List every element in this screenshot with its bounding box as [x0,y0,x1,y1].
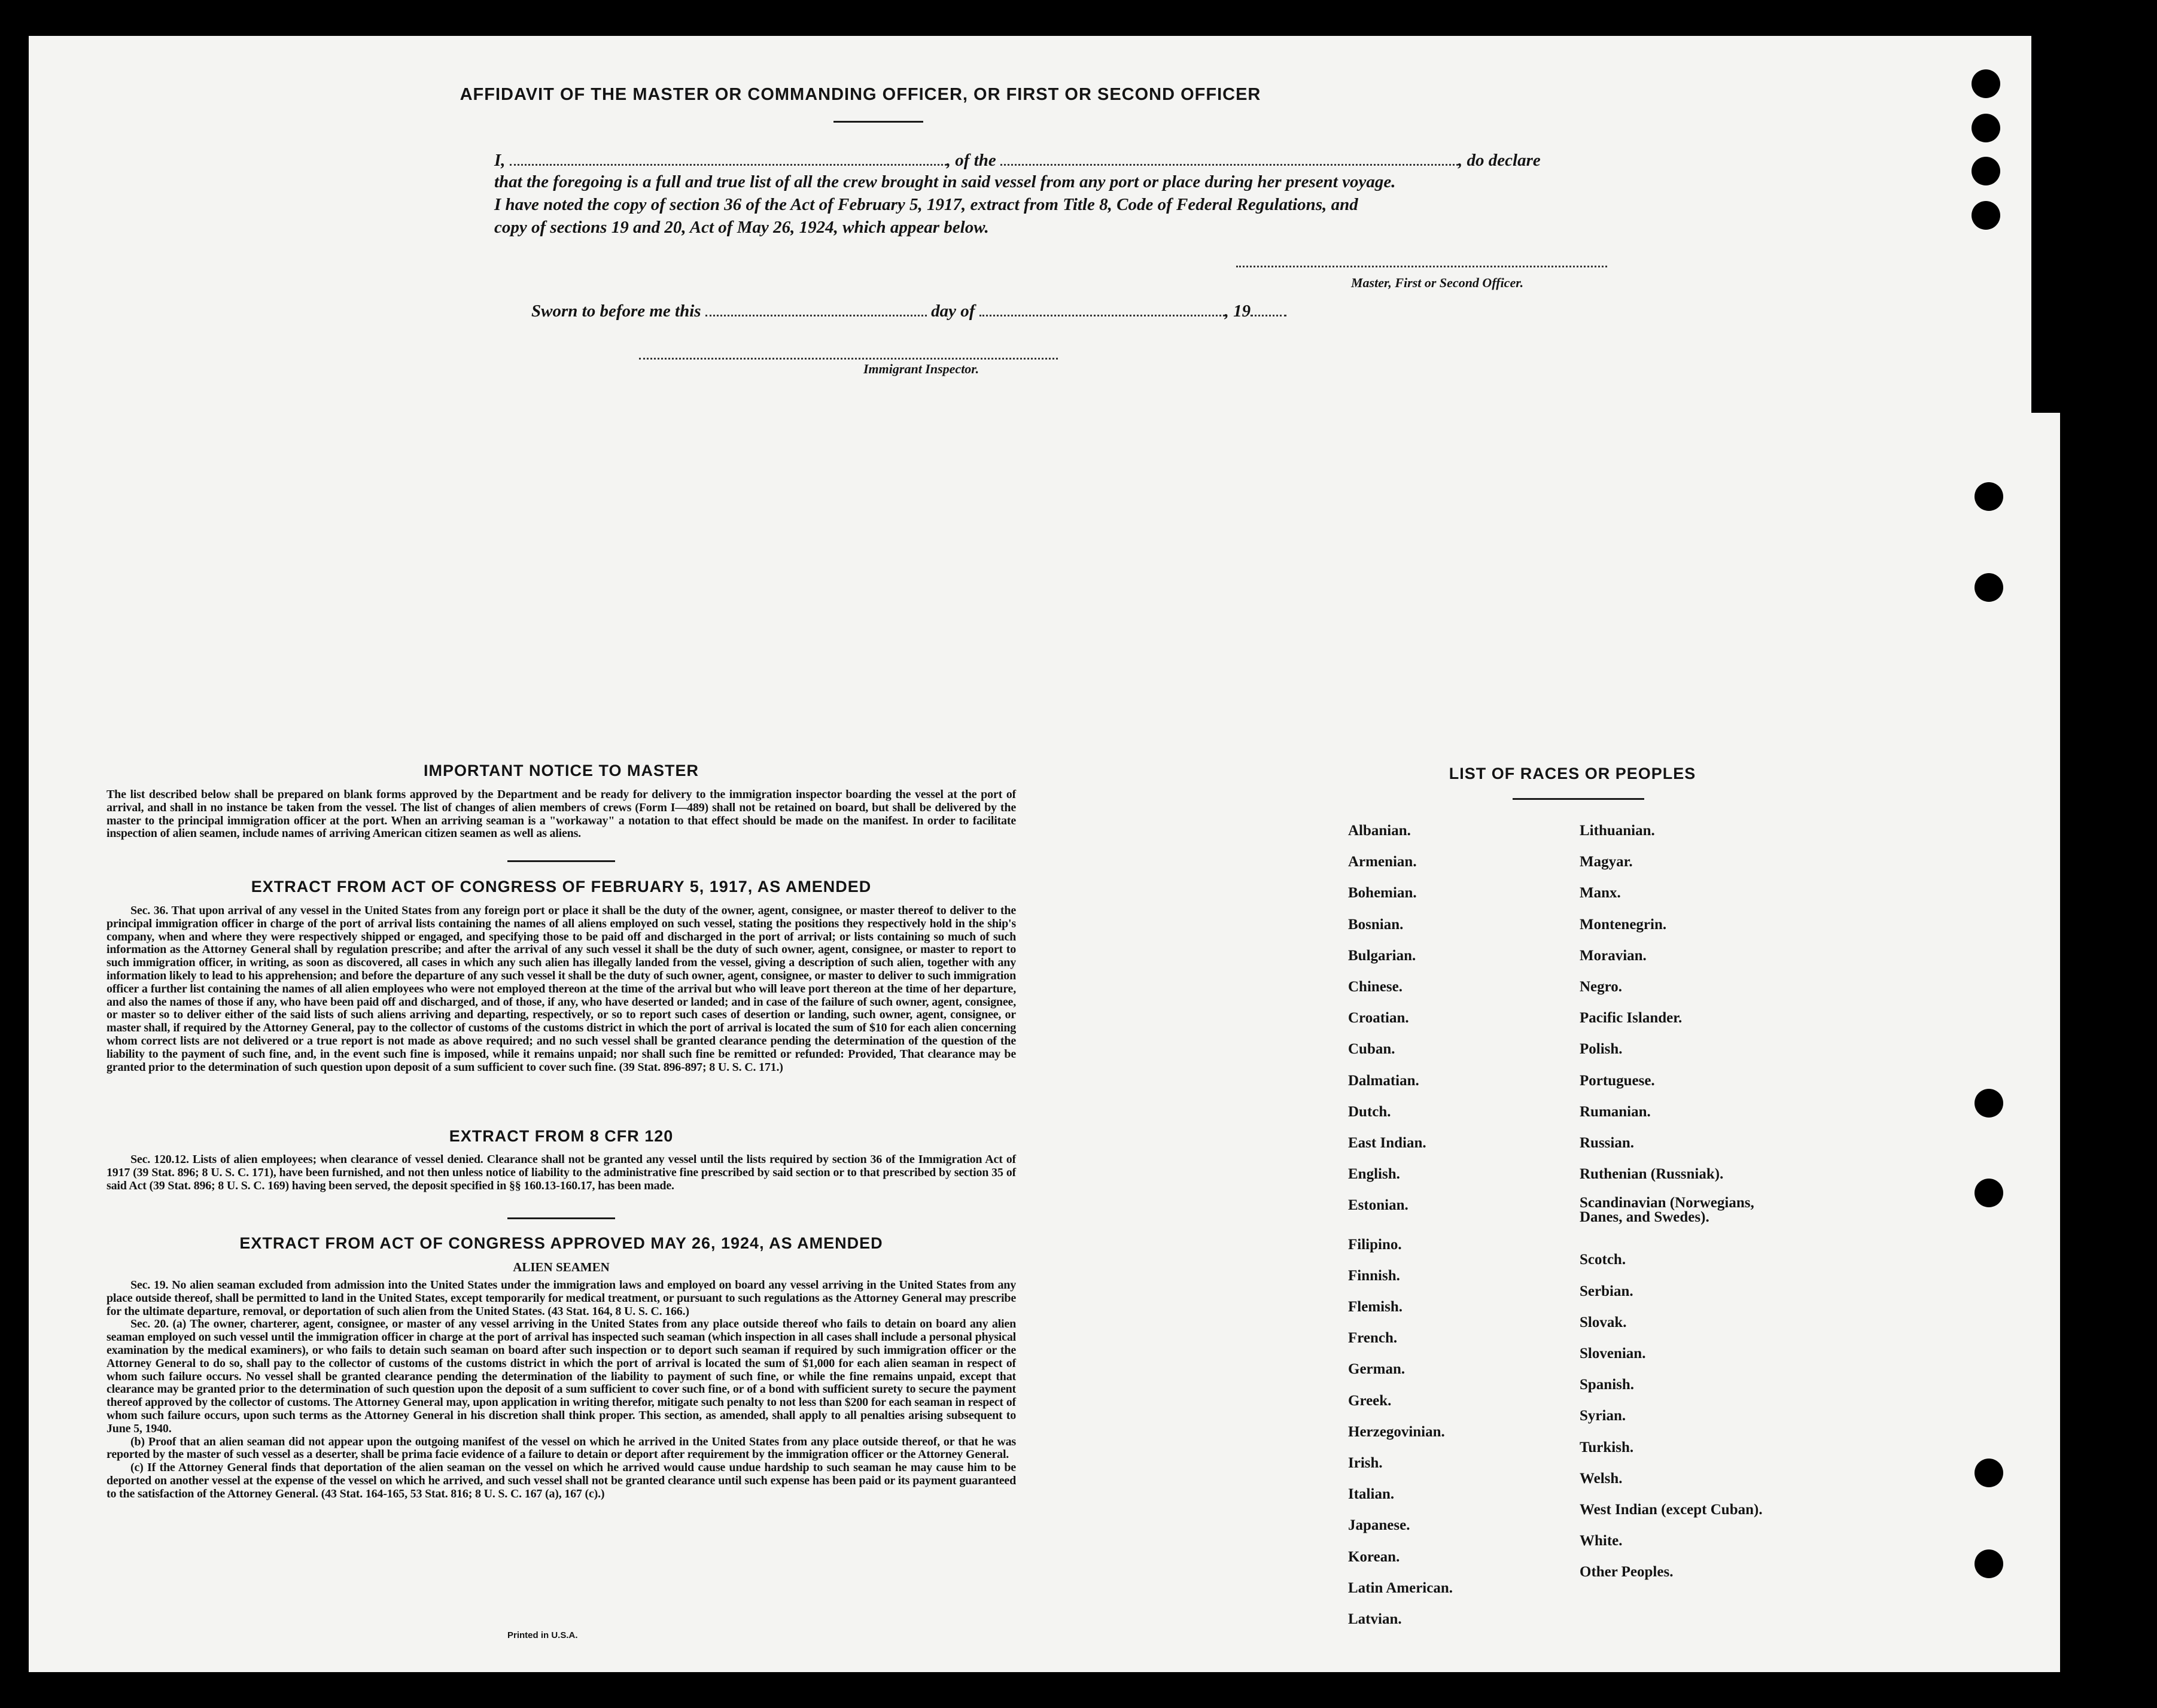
race-item: East Indian. [1348,1135,1426,1151]
race-item: Greek. [1348,1392,1392,1409]
printed-in-usa: Printed in U.S.A. [507,1630,578,1640]
affidavit-title: AFFIDAVIT OF THE MASTER OR COMMANDING OFFICER, OR FIRST OR SECOND OFFICER [460,85,1261,104]
affidavit-line2: that the foregoing is a full and true list of all the crew brought in said vessel from any port or place during her present voyage. [494,172,1396,191]
sec20c-paragraph: (c) If the Attorney General finds that deportation of the alien seaman on the vessel on which he arrived would cause undue hardship to such seaman he may cause him to be deported on another vessel at the expense of the vessel on which he arrived, and such vessel shall not be granted clearance until such expense has been paid or its payment guaranteed to the satisfaction of the Attorney General. (43 Stat. 164-165, 53 Stat. 816; 8 U. S. C. 167 (a), 167 (c).) [107,1461,1016,1500]
race-item: Chinese. [1348,979,1402,995]
race-item: Irish. [1348,1455,1383,1471]
race-item: Albanian. [1348,823,1411,839]
sworn-year-blank[interactable] [1251,299,1286,316]
race-item: Lithuanian. [1580,823,1655,839]
race-item: White. [1580,1533,1623,1549]
race-item: Croatian. [1348,1010,1409,1027]
notice-rule [507,860,615,862]
affidavit-of-the: , of the [946,151,996,170]
signature-label: Master, First or Second Officer. [1351,275,1524,290]
signature-line[interactable] [1236,266,1607,267]
extractCFR-title: EXTRACT FROM 8 CFR 120 [449,1127,674,1145]
punch-hole [1972,201,2000,230]
affidavit-line3: I have noted the copy of section 36 of the Act of February 5, 1917, extract from Title 8, Code of Federal Regulations, and [494,195,1358,214]
sworn-day-of: day of [931,302,975,321]
inspector-label: Immigrant Inspector. [863,361,979,376]
race-item: Scotch. [1580,1252,1626,1268]
race-item: Polish. [1580,1041,1623,1058]
name-blank[interactable] [510,148,947,166]
extract1917-text: Sec. 36. That upon arrival of any vessel in the United States from any foreign port or place it shall be the duty of the owner, agent, consignee, or master thereof to deliver to the principal immigration officer in charge of the port of arrival lists containing the names of all aliens employed on such vessel, stating the positions they respectively hold in the ship's company, when and where they were respectively shipped or engaged, and specifying those to be paid off and discharged in the port of arrival; or lists containing so much of such information as the Attorney General shall by regulation prescribe; and after the arrival of any such vessel it shall be the duty of such owner, agent, consignee, or master to report to such immigration officer, in writing, as soon as discovered, all cases in which any such alien has illegally landed from the vessel, giving a description of such alien, together with any information likely to lead to his apprehension; and before the departure of any such vessel it shall be the duty of such owner, agent, consignee, or master to deliver to such immigration officer a further list containing the names of all alien employees who were not employed thereon at the time of the arrival but who will leave port thereon at the time of her departure, and also the names of those if any, who have been paid off and discharged, and of those, if any, who have deserted or landed; and in case of the failure of such owner, agent, consignee, or master so to deliver either of the said lists of such aliens arriving and departing, respectively, or so to report such cases of desertion or landing, such owner, agent, consignee, or master shall, if required by the Attorney General, pay to the collector of customs of the customs district in which the port of arrival is located the sum of $10 for each alien concerning whom correct lists are not delivered or a true report is not made as above required; and no such vessel shall be granted clearance pending the determination of the question of the liability to the payment of such fine, and, in the event such fine is imposed, while it remains unpaid; nor shall such fine be remitted or refunded: Provided, That clearance may be granted prior to the determination of such question upon deposit of a sum sufficient to cover such fine. (39 Stat. 896-897; 8 U. S. C. 171.) [107,904,1016,1074]
race-item: Welsh. [1580,1470,1623,1487]
race-item: German. [1348,1361,1405,1378]
race-item: Syrian. [1580,1408,1626,1424]
race-item: Pacific Islander. [1580,1010,1683,1027]
race-item: Montenegrin. [1580,916,1667,933]
races-title: LIST OF RACES OR PEOPLES [1449,765,1696,783]
torn-edge [2031,36,2091,413]
race-item: Herzegovinian. [1348,1423,1445,1440]
affidavit-i: I, [494,151,506,170]
cfr-rule [507,1217,615,1219]
sec20b-paragraph: (b) Proof that an alien seaman did not appear upon the outgoing manifest of the vessel on which he arrived in the United States from any place outside thereof, or that he was reported by the master of such vessel as a deserter, shall be prima facie evidence of a failure to detain or deport after requirement by the immigration officer or the Attorney General. [107,1435,1016,1462]
race-item: Rumanian. [1580,1103,1651,1120]
race-item: Latin American. [1348,1579,1453,1596]
race-item: Moravian. [1580,947,1647,964]
race-item: Flemish. [1348,1299,1402,1315]
race-item: Korean. [1348,1548,1400,1565]
race-item: Bosnian. [1348,916,1404,933]
race-item: Slovenian. [1580,1345,1646,1362]
race-item: Scandinavian (Norwegians, Danes, and Swedes). [1580,1195,1754,1226]
race-item: Magyar. [1580,854,1633,870]
punch-hole [1972,157,2000,185]
race-item: English. [1348,1166,1400,1183]
race-item: Cuban. [1348,1041,1395,1058]
race-item: Bulgarian. [1348,947,1416,964]
position-blank[interactable] [1000,148,1458,166]
punch-hole [1975,1179,2003,1207]
race-item: French. [1348,1330,1398,1347]
sec19-paragraph: Sec. 19. No alien seaman excluded from admission into the United States under the immigration laws and employed on board any vessel arriving in the United States from any place outside thereof, shall be permitted to land in the United States, except temporarily for medical treatment, or pursuant to such regulations as the Attorney General may prescribe for the ultimate departure, removal, or deportation of such alien from the United States. (43 Stat. 164, 8 U. S. C. 166.) [107,1278,1016,1318]
extract1917-title: EXTRACT FROM ACT OF CONGRESS OF FEBRUARY 5, 1917, AS AMENDED [251,878,872,896]
race-item: Filipino. [1348,1236,1402,1253]
race-item: Slovak. [1580,1314,1627,1331]
race-item: West Indian (except Cuban). [1580,1502,1763,1518]
punch-hole [1975,573,2003,602]
race-item: Spanish. [1580,1377,1635,1393]
inspector-signature-line[interactable] [639,358,1058,360]
sworn-line [531,299,1286,321]
sworn-month-blank[interactable] [979,299,1225,316]
race-item: Manx. [1580,885,1621,902]
punch-hole [1975,1459,2003,1487]
title-rule [833,121,923,123]
race-item: Dalmatian. [1348,1072,1419,1089]
sworn-prefix: Sworn to before me this [531,302,701,321]
race-item: Estonian. [1348,1197,1408,1214]
race-item: Bohemian. [1348,885,1417,902]
race-item: Russian. [1580,1135,1635,1151]
document-page [29,36,2060,1672]
affidavit-line1 [494,148,1643,171]
race-item: Latvian. [1348,1611,1402,1627]
race-item: Ruthenian (Russniak). [1580,1166,1724,1183]
affidavit-line4: copy of sections 19 and 20, Act of May 26, 1924, which appear below. [494,218,989,237]
sec20a-paragraph: Sec. 20. (a) The owner, charterer, agent, consignee, or master of any vessel arriving in the United States from any place outside thereof who fails to detain on board any alien seaman employed on such vessel until the immigration officer in charge at the port of arrival has inspected such seaman (which inspection in all cases shall include a personal physical examination by the medical examiners), or who fails to detain such seaman on board after such inspection or to deport such seaman if required by such immigration officer or the Attorney General to do so, shall pay to the collector of customs of the customs district in which the port of arrival is located the sum of $1,000 for each alien seaman in respect of whom such failure occurs. No vessel shall be granted clearance pending the determination of the liability to payment of such fine, or while the fine remains unpaid, except that clearance may be granted prior to the determination of such question upon the deposit of a sum sufficient to cover such fine, or of a bond with sufficient surety to secure the payment thereof approved by the collector of customs. The Attorney General may, upon application in writing therefor, mitigate such penalty to not less than $200 for each seaman in respect of whom such failure occurs, upon such terms as the Attorney General in his discretion shall think proper. This section, as amended, shall apply to all penalties arising subsequent to June 5, 1940. [107,1317,1016,1435]
race-item: Turkish. [1580,1439,1634,1456]
notice-title: IMPORTANT NOTICE TO MASTER [424,762,699,780]
race-item: Finnish. [1348,1267,1400,1284]
punch-hole [1972,69,2000,98]
race-item: Japanese. [1348,1517,1410,1534]
extract1924-title: EXTRACT FROM ACT OF CONGRESS APPROVED MAY 26, 1924, AS AMENDED [239,1234,883,1252]
affidavit-declare: , do declare [1458,151,1541,170]
race-item: Other Peoples. [1580,1564,1674,1581]
sworn-year: , 19 [1224,302,1251,321]
race-item: Dutch. [1348,1103,1391,1120]
race-item: Italian. [1348,1486,1395,1503]
punch-hole [1975,1089,2003,1118]
extractCFR-text: Sec. 120.12. Lists of alien employees; when clearance of vessel denied. Clearance shall not be granted any vessel until the lists required by section 36 of the Immigration Act of 1917 (39 Stat. 896; 8 U. S. C. 171), have been furnished, and not then unless notice of liability to the administrative fine prescribed by said section or to that prescribed by section 35 of said Act (39 Stat. 896; 8 U. S. C. 169) having been served, the deposit specified in §§ 160.13-160.17, has been made. [107,1153,1016,1192]
punch-hole [1972,114,2000,142]
race-item: Armenian. [1348,854,1417,870]
notice-text: The list described below shall be prepared on blank forms approved by the Department and be ready for delivery to the immigration inspector boarding the vessel at the port of arrival, and shall in no instance be taken from the vessel. The list of changes of alien members of crews (Form I—489) shall not be retained on board, but shall be delivered by the master to the principal immigration officer at the port. When an arriving seaman is a "workaway" a notation to that effect should be made on the manifest. In order to facilitate inspection of alien seamen, include names of arriving American citizen seamen as well as aliens. [107,788,1016,841]
race-item: Serbian. [1580,1283,1633,1299]
races-rule [1513,798,1644,800]
race-item: Portuguese. [1580,1072,1655,1089]
race-item: Negro. [1580,979,1623,995]
punch-hole [1975,1549,2003,1578]
extract1924-body [107,1279,1016,1501]
punch-hole [1975,482,2003,511]
extract1924-subtitle: ALIEN SEAMEN [513,1260,610,1274]
sworn-day-blank[interactable] [705,299,927,316]
